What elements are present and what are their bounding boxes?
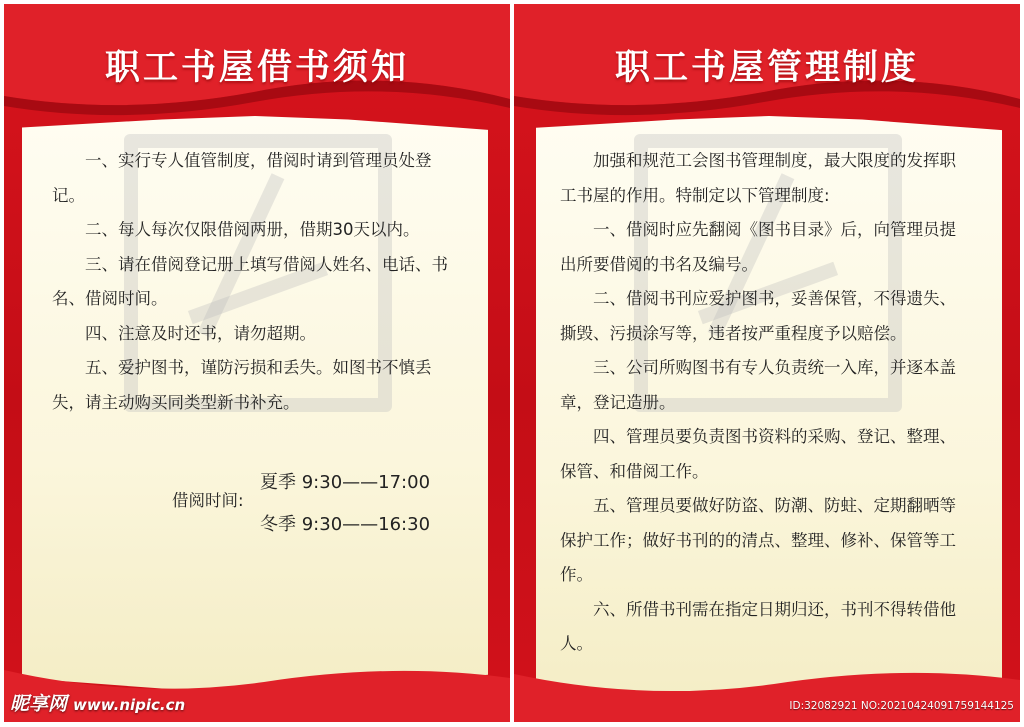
image-id-label: ID:32082921 NO:20210424091759144125 (789, 700, 1014, 712)
page-title: 职工书屋借书须知 (104, 48, 409, 88)
page-title: 职工书屋管理制度 (614, 48, 919, 88)
logo-text: 昵享网 (10, 693, 68, 715)
management-rules-board (514, 4, 1020, 722)
rule-item: 五、爱护图书，谨防污损和丢失。如图书不慎丢失，请主动购买同类型新书补充。 (52, 358, 432, 412)
rule-item: 二、借阅书刊应爱护图书，妥善保管，不得遗失、撕毁、污损涂写等，违者按严重程度予以赔偿。 (560, 289, 956, 343)
site-logo (10, 689, 185, 716)
rule-item: 四、管理员要负责图书资料的采购、登记、整理、保管、和借阅工作。 (560, 427, 956, 481)
borrowing-notice-board (4, 4, 510, 722)
rule-item: 三、公司所购图书有专人负责统一入库，并逐本盖章，登记造册。 (560, 358, 956, 412)
rule-item: 三、请在借阅登记册上填写借阅人姓名、电话、书名、借阅时间。 (52, 254, 448, 308)
rule-item: 二、每人每次仅限借阅两册，借期30天以内。 (85, 220, 420, 239)
rule-item: 五、管理员要做好防盗、防潮、防蛀、定期翻晒等保护工作；做好书刊的的清点、整理、修补、保管等工作。 (560, 496, 956, 584)
winter-hours: 冬季 9:30——16:30 (260, 514, 431, 535)
rule-item: 一、借阅时应先翻阅《图书目录》后，向管理员提出所要借阅的书名及编号。 (560, 220, 956, 274)
rule-item: 一、实行专人值管制度，借阅时请到管理员处登记。 (52, 151, 432, 205)
summer-hours: 夏季 9:30——17:00 (260, 472, 431, 493)
rules-list (52, 144, 458, 420)
hours-label: 借阅时间: (172, 491, 244, 510)
rules-list (560, 144, 970, 662)
rule-item: 四、注意及时还书，请勿超期。 (85, 323, 316, 343)
rule-item: 加强和规范工会图书管理制度，最大限度的发挥职工书屋的作用。特制定以下管理制度: (560, 151, 956, 205)
rule-item: 六、所借书刊需在指定日期归还，书刊不得转借他人。 (560, 599, 956, 653)
site-url: www.nipic.cn (73, 696, 186, 714)
